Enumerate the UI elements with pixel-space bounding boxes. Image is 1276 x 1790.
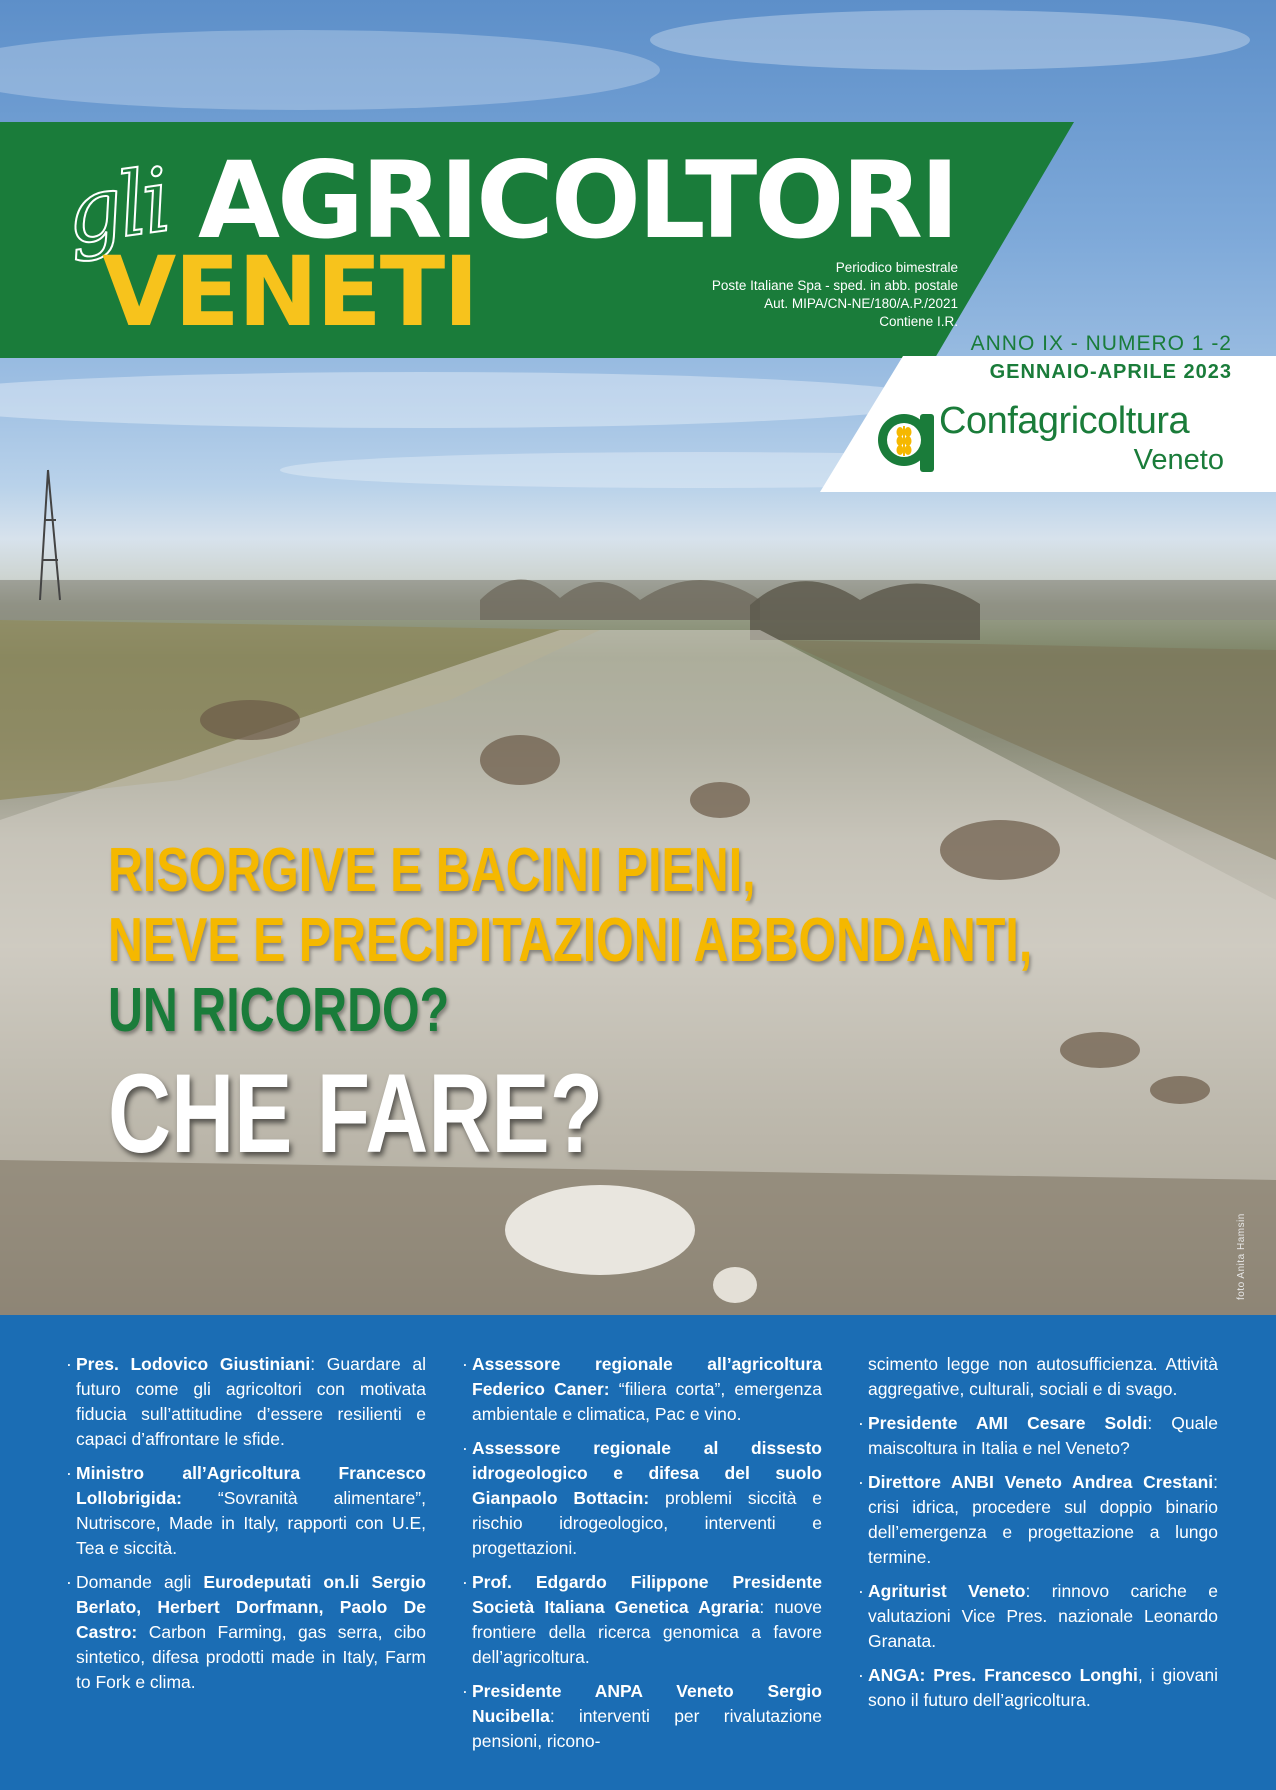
summary-item-heading: Prof. Edgardo Filippone Presidente Società Italiana Genetica Agraria xyxy=(472,1572,822,1617)
postal-line: Aut. MIPA/CN-NE/180/A.P./2021 xyxy=(764,296,958,311)
summary-column-1 xyxy=(66,1352,426,1704)
summary-item xyxy=(462,1570,822,1670)
summary-item-text: : rinnovo cariche e valutazioni Vice Pres. nazionale Leonardo Granata. xyxy=(868,1581,1218,1651)
summary-item xyxy=(858,1663,1218,1713)
postal-line: Contiene I.R. xyxy=(879,314,958,329)
issue-number: ANNO IX - NUMERO 1 -2 xyxy=(970,332,1232,355)
bullet-icon: · xyxy=(858,1581,864,1601)
logo-gli: gli xyxy=(59,148,174,265)
publisher-name: Confagricoltura xyxy=(939,400,1190,442)
logo-region: VENETI xyxy=(102,236,477,348)
summary-item-heading: Eurodeputati on.li Sergio Berlato, Herbert Dorfmann, Paolo De Castro: xyxy=(76,1572,426,1642)
summary-item-text: Carbon Farming, gas serra, cibo sintetico, difesa prodotti made in Italy, Farm to Fork e clima. xyxy=(76,1622,426,1692)
summary-item-text: , i giovani sono il futuro dell’agricoltura. xyxy=(868,1665,1218,1710)
bullet-icon: · xyxy=(462,1681,468,1701)
bullet-icon: · xyxy=(66,1354,72,1374)
summary-item xyxy=(858,1411,1218,1461)
summary-column-2 xyxy=(462,1352,822,1763)
confagricoltura-logo-icon xyxy=(876,402,940,474)
summary-item-text: : Guardare al futuro come gli agricoltori con motivata fiducia sull’attitudine d’essere resilienti e capaci d’affrontare le sfide. xyxy=(76,1354,426,1449)
bullet-icon: · xyxy=(858,1413,864,1433)
summary-item xyxy=(462,1352,822,1427)
summary-item-text: “Sovranità alimentare”, Nutriscore, Made in Italy, rapporti con U.E, Tea e siccità. xyxy=(76,1488,426,1558)
postal-line: Poste Italiane Spa - sped. in abb. postale xyxy=(711,278,958,293)
summary-item-heading: Ministro all’Agricoltura Francesco Lollobrigida: xyxy=(76,1463,426,1508)
headline-line-2: NEVE E PRECIPITAZIONI ABBONDANTI, xyxy=(108,906,1033,975)
summary-item-heading: ANGA: Pres. Francesco Longhi xyxy=(868,1665,1138,1685)
headline-main: CHE FARE? xyxy=(108,1051,604,1176)
summary-item-prefix: Domande agli xyxy=(76,1572,204,1592)
summary-item-heading: Agriturist Veneto xyxy=(868,1581,1026,1601)
issue-date: GENNAIO-APRILE 2023 xyxy=(989,361,1232,383)
summary-item xyxy=(462,1679,822,1754)
summary-item xyxy=(858,1470,1218,1570)
summary-item-text: : nuove frontiere della ricerca genomica a favore dell’agricoltura. xyxy=(472,1597,823,1667)
summary-item-text: “filiera corta”, emergenza ambientale e climatica, Pac e vino. xyxy=(472,1379,822,1424)
logo-title: AGRICOLTORI xyxy=(198,139,957,262)
summary-item xyxy=(462,1436,822,1561)
summary-item-text: problemi siccità e rischio idrogeologico, interventi e progettazioni. xyxy=(472,1488,822,1558)
summary-column-3 xyxy=(858,1352,1218,1722)
summary-item-text: : crisi idrica, procedere sul doppio binario dell’emergenza e progettazione a lungo termine. xyxy=(868,1472,1218,1567)
headline-line-3: UN RICORDO? xyxy=(108,976,450,1045)
summary-item-continuation: scimento legge non autosufficienza. Attività aggregative, culturali, sociali e di svago. xyxy=(868,1354,1218,1399)
bullet-icon: · xyxy=(66,1463,72,1483)
summary-item-text: : interventi per rivalutazione pensioni, ricono- xyxy=(472,1706,822,1751)
summary-item-heading: Assessore regionale al dissesto idrogeologico e difesa del suolo Gianpaolo Bottacin: xyxy=(472,1438,822,1508)
summary-item-heading: Direttore ANBI Veneto Andrea Crestani xyxy=(868,1472,1214,1492)
bullet-icon: · xyxy=(462,1354,468,1374)
postal-line: Periodico bimestrale xyxy=(835,260,958,275)
summary-item-heading: Assessore regionale all’agricoltura Federico Caner: xyxy=(472,1354,822,1399)
summary-item-text: : Quale maiscoltura in Italia e nel Veneto? xyxy=(868,1413,1218,1458)
headline-line-1: RISORGIVE E BACINI PIENI, xyxy=(108,836,756,905)
publisher-region: Veneto xyxy=(1133,444,1224,476)
summary-item xyxy=(858,1579,1218,1654)
summary-item-heading: Presidente ANPA Veneto Sergio Nucibella xyxy=(472,1681,822,1726)
summary-item-heading: Pres. Lodovico Giustiniani xyxy=(76,1354,311,1374)
bullet-icon: · xyxy=(858,1472,864,1492)
summary-item xyxy=(66,1570,426,1695)
bullet-icon: · xyxy=(858,1665,864,1685)
postal-info xyxy=(712,259,958,331)
bullet-icon: · xyxy=(66,1572,72,1592)
bullet-icon: · xyxy=(462,1572,468,1592)
summary-item-heading: Presidente AMI Cesare Soldi xyxy=(868,1413,1148,1433)
summary-item xyxy=(66,1461,426,1561)
bullet-icon: · xyxy=(462,1438,468,1458)
summary-item xyxy=(66,1352,426,1452)
photo-credit: foto Anita Hamsin xyxy=(1236,1213,1247,1300)
